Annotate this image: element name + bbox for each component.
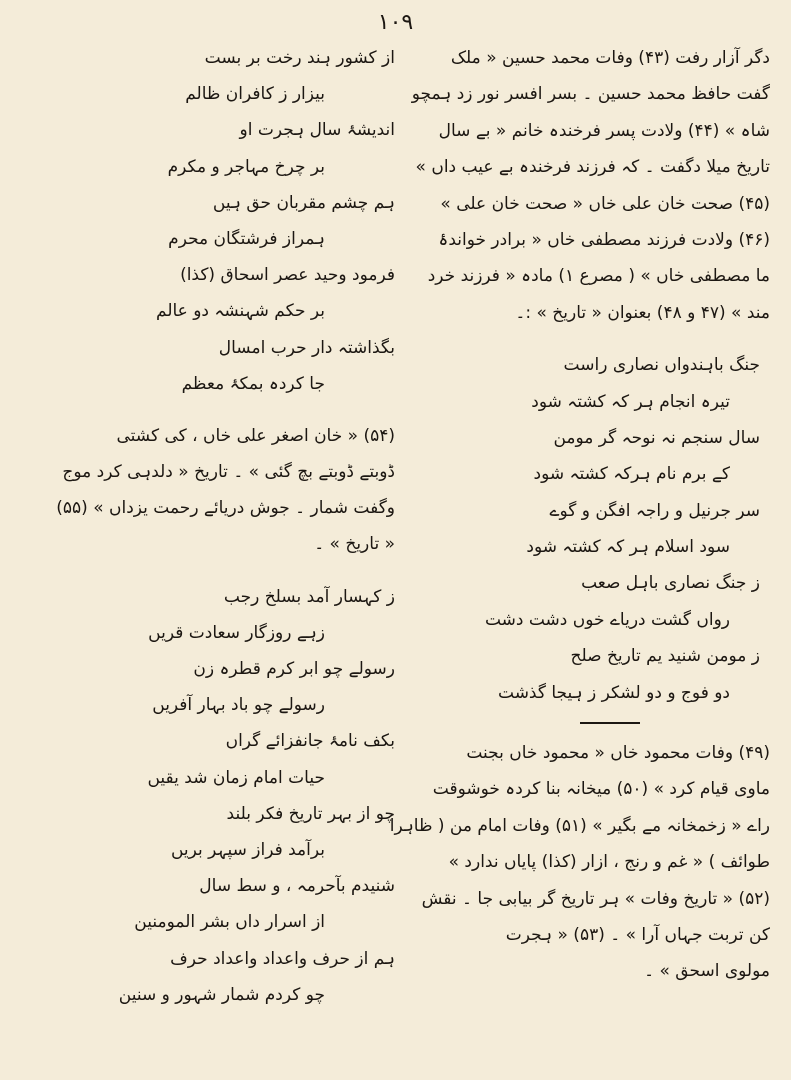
text-line: (۴۵) صحت خان علی خاں « صحت خان علی »: [440, 193, 770, 214]
right-prose-2: [389, 735, 770, 990]
verse-line: ہمراز فرشتگان محرم: [168, 228, 325, 249]
verse-line: از اسرار داں بشر المومنین: [134, 912, 325, 933]
verse-line: رواں گشت دریاے خوں دشت دشت: [484, 609, 730, 630]
verse-line: ہم چشم مقربان حق ہیں: [212, 192, 395, 213]
left-prose: [45, 418, 395, 563]
text-line: (۴۹) وفات محمود خاں « محمود خاں بجنت: [466, 743, 770, 764]
text-line: راے « زخمخانہ مے بگیر » (۵۱) وفات امام من ( ظاہرا: [389, 815, 770, 836]
verse-line: ز جنگ نصاری باہل صعب: [581, 573, 760, 594]
verse-line: فرمود وحید عصر اسحاق (کذا): [180, 265, 395, 286]
text-line: کن تربت جہاں آرا » ۔ (۵۳) « ہجرت: [505, 924, 770, 945]
verse-line: زہے روزگار سعادت قریں: [148, 622, 325, 643]
text-line: (۵۲) « تاریخ وفات » ہر تاریخ گر بیابی جا ۔ نقش: [421, 888, 770, 909]
verse-line: برآمد فراز سپہر بریں: [170, 839, 325, 860]
verse-line: ز کہسار آمد بسلخ رجب: [223, 586, 395, 607]
text-line: شاہ » (۴۴) ولادت پسر فرخندہ خانم « بے سال: [438, 120, 770, 141]
verse-line: تیرہ انجام ہر کہ کشتہ شود: [531, 391, 730, 412]
page-number: ۱۰۹: [377, 10, 414, 35]
verse-line: سود اسلام ہر کہ کشتہ شود: [526, 537, 730, 558]
text-line: « تاریخ » ۔: [314, 534, 395, 555]
text-line: وگفت شمار ۔ جوش دریائے رحمت یزداں » (۵۵): [56, 498, 395, 519]
verse-line: بگذاشتہ دار حرب امسال: [218, 337, 395, 358]
left-poem-1: [45, 40, 395, 402]
verse-line: چو کردم شمار شہور و سنین: [118, 984, 325, 1005]
text-line: مند » (۴۷ و ۴۸) بعنوان « تاریخ » :۔: [515, 302, 770, 323]
verse-line: چو از بہر تاریخ فکر بلند: [226, 803, 395, 824]
verse-line: حیات امام زمان شد یقیں: [147, 767, 325, 788]
verse-line: جا کردہ بمکۂ معظم: [181, 373, 325, 394]
section-divider: [420, 711, 770, 735]
verse-line: ز مومن شنید یم تاریخ صلح: [570, 646, 760, 667]
verse-line: بر حکم شہنشہ دو عالم: [156, 301, 325, 322]
verse-line: اندیشۂ سال ہجرت او: [239, 120, 395, 141]
text-line: تاریخ میلا دگفت ۔ کہ فرزند فرخندہ بے عیب داں »: [415, 157, 770, 178]
text-line: ماوی قیام کرد » (۵۰) میخانہ بنا کردہ خوشوقت: [432, 779, 770, 800]
verse-line: بکف نامۂ جانفزائے گراں: [225, 731, 395, 752]
right-prose-1: [411, 40, 770, 331]
verse-line: سال سنجم نہ نوحہ گر مومن: [553, 427, 760, 448]
verse-line: جنگ باہندواں نصاری راست: [563, 355, 760, 376]
left-column: [45, 40, 395, 1013]
verse-line: رسولے چو ابر کرم قطرہ زن: [193, 659, 395, 679]
text-line: (۴۶) ولادت فرزند مصطفی خاں « برادر خواندۂ: [438, 229, 770, 250]
text-line: دگر آزار رفت (۴۳) وفات محمد حسین « ملک: [450, 48, 770, 68]
verse-line: بیزار ز کافران ظالم: [185, 84, 325, 105]
verse-line: دو فوج و دو لشکر ز ہیجا گذشت: [498, 682, 730, 703]
text-line: ما مصطفی خاں » ( مصرع ۱) مادہ « فرزند خرد: [427, 266, 770, 287]
verse-line: ہم از حرف واعداد واعداد حرف: [170, 948, 395, 969]
verse-line: رسولے چو باد بہار آفریں: [152, 695, 325, 716]
right-poem: [420, 347, 770, 711]
text-line: گفت حافظ محمد حسین ۔ بسر افسر نور زد ہمچو: [411, 84, 770, 105]
verse-line: بر چرخ مہاجر و مکرم: [167, 156, 325, 177]
text-line: ڈوبتے ڈوبتے بچ گئی » ۔ تاریخ « دلدہی کرد موج: [62, 462, 395, 483]
text-line: (۵۴) « خان اصغر علی خاں ، کی کشتی: [116, 425, 395, 446]
text-line: مولوی اسحق » ۔: [644, 961, 770, 982]
verse-line: سر جرنیل و راجہ افگن و گوے: [549, 500, 760, 521]
verse-line: از کشور ہند رخت بر بست: [204, 48, 395, 68]
verse-line: کے برم نام ہرکہ کشتہ شود: [533, 464, 730, 485]
right-column: [389, 40, 770, 990]
verse-line: شنیدم بآحرمہ ، و سط سال: [199, 876, 395, 897]
text-line: طوائف ) « غم و رنج ، ازار (کذا) پایاں ندارد »: [448, 852, 770, 873]
left-poem-2: [45, 579, 395, 1013]
